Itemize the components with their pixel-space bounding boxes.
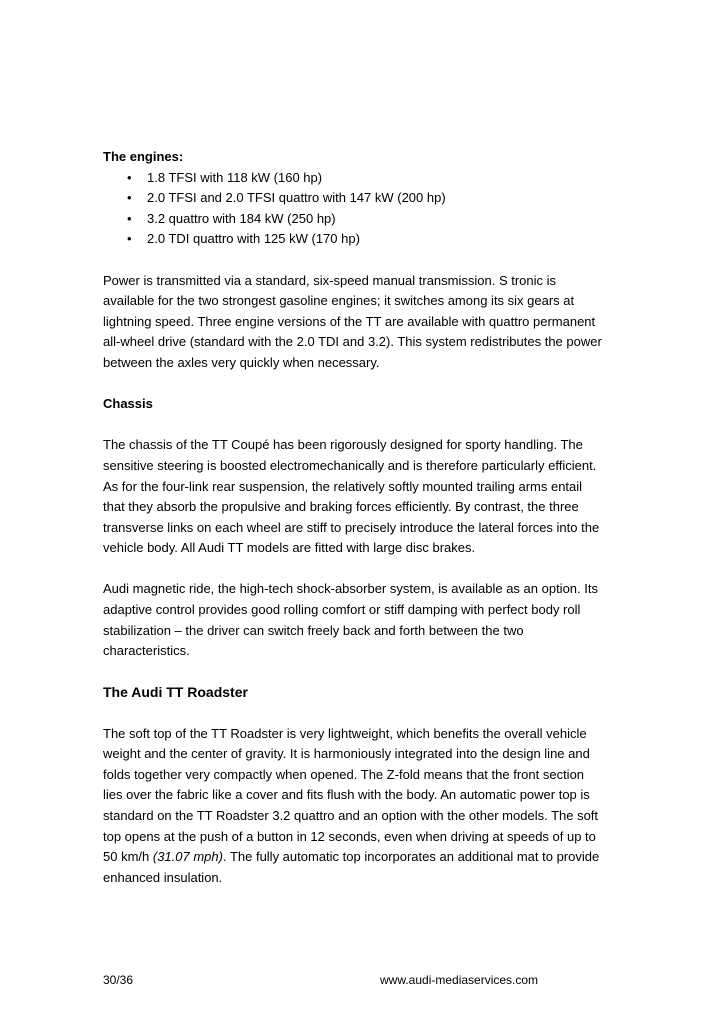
engines-heading: The engines: — [103, 149, 184, 164]
footer-url: www.audi-mediaservices.com — [380, 973, 539, 987]
roadster-text-end: . The fully automatic top incorporates an additional mat to provide enhanced insulation. — [103, 849, 600, 885]
transmission-paragraph: Power is transmitted via a standard, six-speed manual transmission. S tronic is available for the two strongest gasoline engines; it switches among its six gears at lightning speed. Three engine versions of the TT are available with quattro permanent all-wheel drive (standard with the 2.0 TDI and 3.2). This system redistributes the power between the axles very quickly when necessary. — [103, 272, 602, 370]
magnetic-ride-paragraph: Audi magnetic ride, the high-tech shock-absorber system, is available as an option. Its adaptive control provides good rolling comfort or stiff damping with perfect body roll stabilization – the driver can switch freely back and forth between the two characteristics. — [103, 581, 598, 659]
roadster-heading: The Audi TT Roadster — [103, 684, 248, 701]
roadster-paragraph — [103, 724, 603, 889]
list-item — [103, 209, 603, 230]
page-content — [103, 147, 603, 888]
chassis-heading: Chassis — [103, 396, 153, 412]
engine-item-text: 2.0 TDI quattro with 125 kW (170 hp) — [147, 231, 360, 247]
engine-item-text: 3.2 quattro with 184 kW (250 hp) — [147, 210, 336, 226]
engines-list — [103, 168, 603, 250]
roadster-text-start: The soft top of the TT Roadster is very lightweight, which benefits the overall vehicle weight and the center of gravity. It is harmoniously integrated into the design line and folds together very compactly when opened. The Z-fold means that the front section lies over the fabric like a cover and fits flush with the body. An automatic power top is standard on the TT Roadster 3.2 quattro and an option with the other models. The soft top opens at the push of a button in 12 seconds, even when driving at speeds of up to 50 km/h — [103, 725, 599, 865]
bullet-icon: • — [127, 169, 132, 185]
mph-conversion: (31.07 mph) — [152, 849, 223, 865]
page-number: 30/36 — [103, 973, 134, 987]
list-item — [103, 188, 603, 209]
engine-item-text: 2.0 TFSI and 2.0 TFSI quattro with 147 kW (200 hp) — [147, 190, 446, 206]
bullet-icon: • — [127, 190, 132, 206]
bullet-icon: • — [127, 231, 132, 247]
chassis-paragraph: The chassis of the TT Coupé has been rigorously designed for sporty handling. The sensitive steering is boosted electromechanically and is therefore particularly efficient. As for the four-link rear suspension, the relatively softly mounted trailing arms entail that they absorb the propulsive and braking forces efficiently. By contrast, the three transverse links on each wheel are stiff to precisely introduce the lateral forces into the vehicle body. All Audi TT models are fitted with large disc brakes. — [103, 437, 600, 556]
engine-item-text: 1.8 TFSI with 118 kW (160 hp) — [147, 169, 323, 185]
list-item — [103, 168, 603, 189]
list-item — [103, 229, 603, 250]
bullet-icon: • — [127, 210, 132, 226]
